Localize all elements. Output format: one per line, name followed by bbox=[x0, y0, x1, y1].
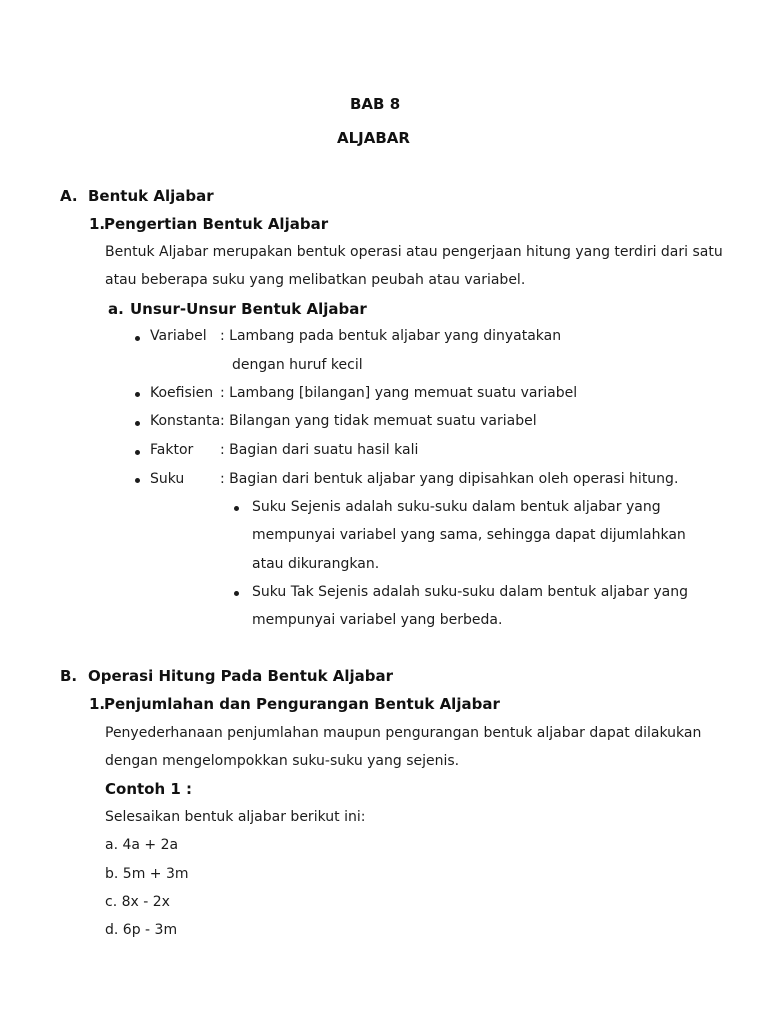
suku-tak-sejenis-line-2: mempunyai variabel yang berbeda. bbox=[252, 612, 503, 628]
definition-line-1: Bentuk Aljabar merupakan bentuk operasi atau pengerjaan hitung yang terdiri dari satu bbox=[105, 244, 723, 260]
example-item: b. 5m + 3m bbox=[105, 866, 189, 882]
suku-sejenis-line-1: Suku Sejenis adalah suku-suku dalam bentuk aljabar yang bbox=[252, 499, 661, 515]
operation-para-line-1: Penyederhanaan penjumlahan maupun pengurangan bentuk aljabar dapat dilakukan bbox=[105, 725, 702, 741]
section-a-marker: A. bbox=[60, 187, 78, 205]
term-definition: : Bilangan yang tidak memuat suatu variabel bbox=[220, 413, 537, 429]
bullet-icon bbox=[135, 336, 140, 341]
section-a1-marker: 1. bbox=[89, 215, 106, 233]
term-definition-continued: dengan huruf kecil bbox=[232, 357, 363, 373]
term-definition: : Lambang [bilangan] yang memuat suatu variabel bbox=[220, 385, 578, 401]
section-b-marker: B. bbox=[60, 667, 78, 685]
term-definition: : Lambang pada bentuk aljabar yang dinyatakan bbox=[220, 328, 562, 344]
definition-line-2: atau beberapa suku yang melibatkan peubah atau variabel. bbox=[105, 272, 526, 288]
bullet-icon bbox=[234, 591, 239, 596]
example-item: a. 4a + 2a bbox=[105, 837, 179, 853]
bullet-icon bbox=[135, 478, 140, 483]
term-label: Suku bbox=[150, 471, 185, 487]
example-item: c. 8x - 2x bbox=[105, 894, 170, 910]
suku-sejenis-line-2: mempunyai variabel yang sama, sehingga dapat dijumlahkan bbox=[252, 527, 686, 543]
bullet-icon bbox=[135, 450, 140, 455]
suku-sejenis-line-3: atau dikurangkan. bbox=[252, 556, 380, 572]
example-label: Contoh 1 : bbox=[105, 780, 193, 798]
operation-para-line-2: dengan mengelompokkan suku-suku yang sejenis. bbox=[105, 753, 460, 769]
bullet-icon bbox=[135, 392, 140, 397]
chapter-number: BAB 8 bbox=[350, 95, 401, 113]
term-definition: : Bagian dari bentuk aljabar yang dipisahkan oleh operasi hitung. bbox=[220, 471, 679, 487]
subsection-a-title: Unsur-Unsur Bentuk Aljabar bbox=[130, 300, 367, 318]
suku-tak-sejenis-line-1: Suku Tak Sejenis adalah suku-suku dalam bentuk aljabar yang bbox=[252, 584, 688, 600]
section-b1-marker: 1. bbox=[89, 695, 106, 713]
example-item: d. 6p - 3m bbox=[105, 922, 178, 938]
section-a1-title: Pengertian Bentuk Aljabar bbox=[104, 215, 329, 233]
subsection-a-marker: a. bbox=[108, 300, 124, 318]
term-label: Konstanta bbox=[150, 413, 221, 429]
section-b1-title: Penjumlahan dan Pengurangan Bentuk Aljabar bbox=[104, 695, 500, 713]
section-a-title: Bentuk Aljabar bbox=[88, 187, 214, 205]
term-label: Variabel bbox=[150, 328, 207, 344]
bullet-icon bbox=[234, 506, 239, 511]
term-label: Faktor bbox=[150, 442, 194, 458]
section-b-title: Operasi Hitung Pada Bentuk Aljabar bbox=[88, 667, 394, 685]
term-label: Koefisien bbox=[150, 385, 214, 401]
example-intro: Selesaikan bentuk aljabar berikut ini: bbox=[105, 809, 366, 825]
chapter-title: ALJABAR bbox=[337, 129, 410, 147]
term-definition: : Bagian dari suatu hasil kali bbox=[220, 442, 419, 458]
bullet-icon bbox=[135, 421, 140, 426]
